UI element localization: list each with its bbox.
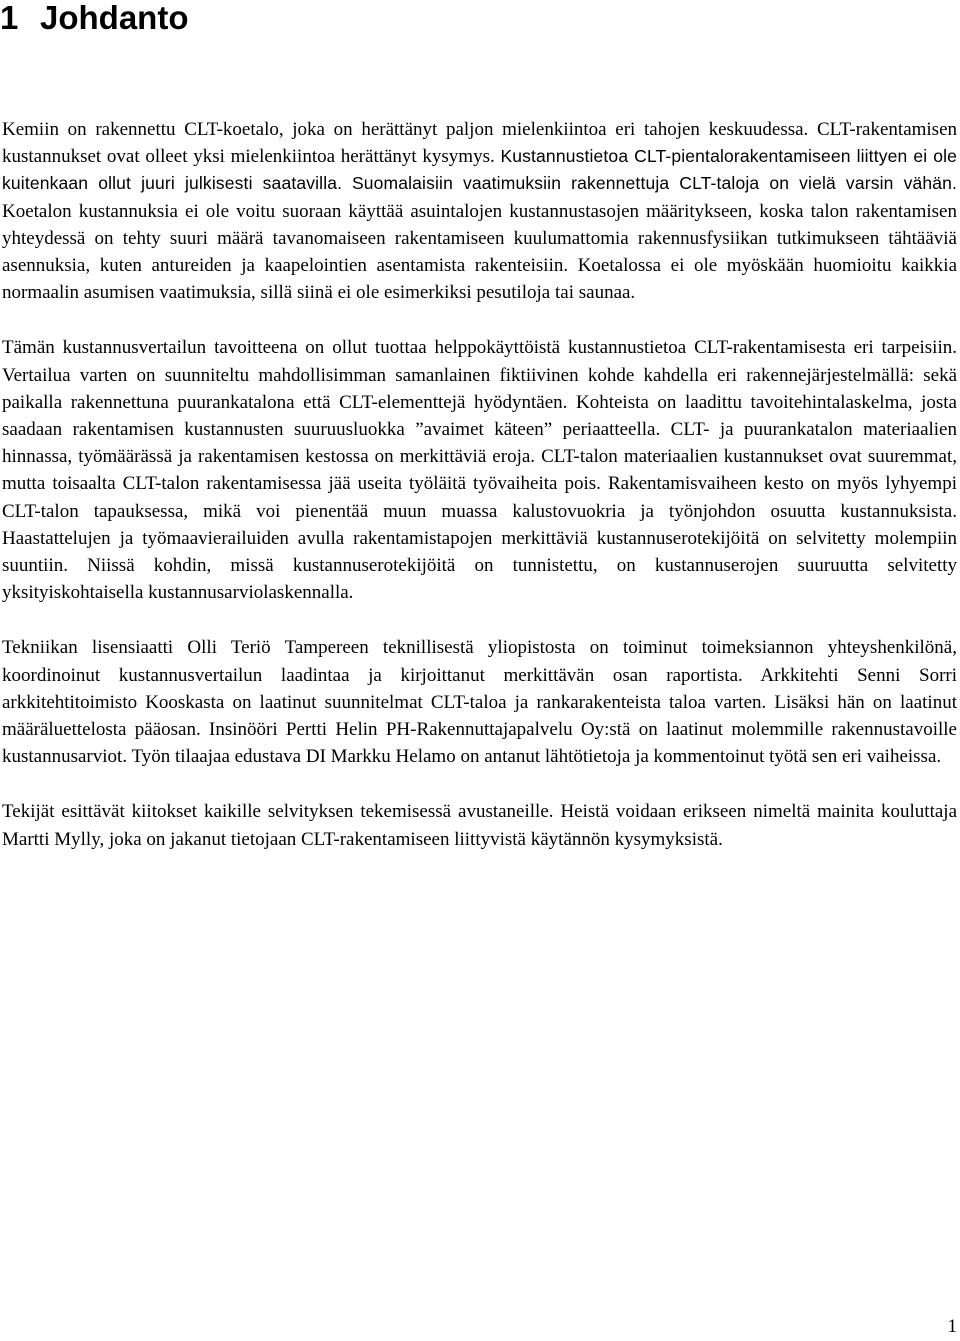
sentence: Heistä voidaan erikseen nimeltä mainita kouluttaja Martti Mylly, joka on jakanut tietojaan CLT-rakentamiseen liittyvistä käytännön kysymyksistä. <box>2 801 958 850</box>
sentence: Koetalon kustannuksia ei ole voitu suoraan käyttää asuintalojen kustannustasojen määritykseen, koska talon rakentamisen yhteydessä on tehty suuri määrä tavanomaiseen rakentamiseen kuulumattomia rakennusfysiikan tutkimukseen tähtääviä asennuksia, kuten antureiden ja kaapelointien asentamista rakenteisiin. <box>2 200 957 277</box>
paragraph-2 <box>2 334 957 606</box>
sentence: Kohteista on laadittu tavoitehintalaskelma, josta saadaan rakentamisen kustannusten suuruusluokka ”avaimet käteen” periaatteella. <box>2 391 957 441</box>
section-number: 1 <box>0 0 19 36</box>
sentence: CLT-talon materiaalien kustannukset ovat suuremmat, mutta toisaalta CLT-talon rakentamisessa jää useita työläitä työvaiheita pois. <box>2 446 958 495</box>
sentence: Niissä kohdin, missä kustannuserotekijöitä on tunnistettu, on kustannuserojen suuruutta selvitetty yksityiskohtaisella kustannusarviolaskennalla. <box>2 555 958 604</box>
sentence: CLT- ja puurankatalon materiaalien hinnassa, työmäärässä ja rakentamisen kestossa on merkittäviä eroja. <box>2 419 957 468</box>
sentence: Kemiin on rakennettu CLT-koetalo, joka on herättänyt paljon mielenkiintoa eri tahojen keskuudessa. <box>2 119 809 140</box>
sentence: CLT-rakentamisen kustannukset ovat olleet yksi mielenkiintoa herättänyt kysymys. <box>2 119 958 168</box>
paragraph-4 <box>2 798 957 852</box>
sentence: Kustannustietoa CLT-pientalorakentamiseen liittyen ei ole kuitenkaan ollut juuri julkisesti saatavilla. <box>2 146 958 194</box>
sentence: Työn tilaajaa edustava DI Markku Helamo on antanut lähtötietoja ja kommentoinut työtä sen eri vaiheissa. <box>131 746 942 768</box>
sentence: Vertailua varten on suunniteltu mahdollisimman samanlainen fiktiivinen kohde kahdella eri rakennejärjestelmällä: sekä paikalla rakennettuna puurankatalona että CLT-elementtejä hyödyntäen. <box>2 364 957 413</box>
sentence: Tekijät esittävät kiitokset kaikille selvityksen tekemisessä avustaneille. <box>2 801 554 823</box>
paragraph-1 <box>2 116 957 306</box>
page-number: 1 <box>947 1316 957 1337</box>
body-text <box>2 116 957 881</box>
sentence: Insinööri Pertti Helin PH-Rakennuttajapalvelu Oy:stä on laatinut molemmille rakennustavoille kustannusarviot. <box>2 719 957 768</box>
sentence: Rakentamisvaiheen kesto on myös lyhyempi CLT-talon tapauksessa, mikä voi pienentää muun muassa kalustovuokria ja työnjohdon osuutta kustannuksista. <box>2 473 957 522</box>
sentence: Tämän kustannusvertailun tavoitteena on ollut tuottaa helppokäyttöistä kustannustietoa CLT-rakentamisesta eri tarpeisiin. <box>2 337 957 359</box>
sentence: Lisäksi hän on laatinut määräluettelosta pääosan. <box>2 691 957 741</box>
paragraph-3 <box>2 634 957 770</box>
sentence: Tekniikan lisensiaatti Olli Teriö Tampereen teknillisestä yliopistosta on toiminut toimeksiannon yhteyshenkilönä, koordinoinut kustannusvertailun laadintaa ja kirjoittanut merkittävän osan raportista. <box>2 637 957 686</box>
section-title: Johdanto <box>40 0 189 36</box>
sentence: Koetalossa ei ole myöskään huomioitu kaikkia normaalin asumisen vaatimuksia, sillä siinä ei ole esimerkiksi pesutiloja tai saunaa. <box>2 255 958 304</box>
sentence: Suomalaisiin vaatimuksiin rakennettuja CLT-taloja on vielä varsin vähän. <box>351 173 958 194</box>
section-heading <box>0 0 188 38</box>
sentence: Arkkitehti Senni Sorri arkkitehtitoimisto Kooskasta on laatinut suunnitelmat CLT-taloa ja rankarakenteista taloa varten. <box>2 664 958 713</box>
sentence: Haastattelujen ja työmaavierailuiden avulla rakentamistapojen merkittäviä kustannuserotekijöitä on selvitetty molempiin suuntiin. <box>2 527 957 577</box>
